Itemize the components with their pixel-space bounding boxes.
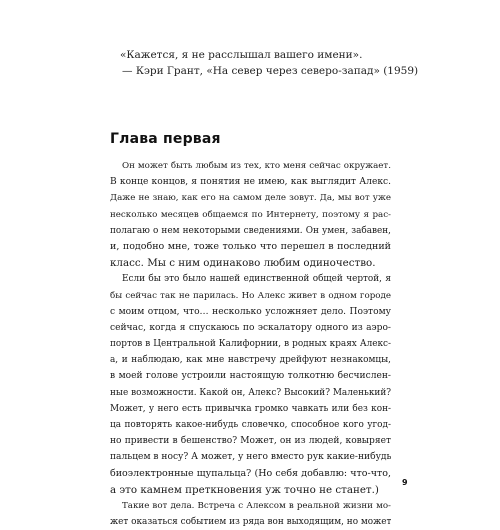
text-line: Он может быть любым из тех, кто меня сейчас окружает. [122,161,391,171]
text-line: пальцем в носу? А может, у него вместо рук какие-нибудь [110,452,391,463]
text-line: ца повторять какое-нибудь словечко, способное кого угод- [110,420,391,430]
chapter-title: Глава первая [110,131,221,147]
text-line: В конце концов, я понятия не имею, как выглядит Алекс. [110,177,391,188]
text-line: биоэлектронные щупальца? (Но себя добавлю: что-что, [110,467,391,479]
epigraph-quote: «Кажется, я не расслышал вашего имени». [120,49,363,61]
text-line: с моим отцом, что… несколько усложняет дело. Поэтому [110,306,391,317]
chapter-body [110,158,391,530]
epigraph [120,47,420,79]
page-number: 9 [402,478,408,487]
text-line: бы сейчас так не парилась. Но Алекс живет в одном городе [110,290,391,301]
text-line: а, и наблюдаю, как мне навстречу дрейфуют незнакомцы, [110,355,391,366]
text-line: Такие вот дела. Встреча с Алексом в реальной жизни мо- [122,500,391,511]
text-line: портов в Центральной Калифорнии, в родных краях Алекс- [110,339,391,350]
text-line: Может, у него есть привычка громко чавкать или без кон- [110,403,391,414]
text-line: и, подобно мне, тоже только что перешел в последний [110,240,391,252]
text-line: ные возможности. Какой он, Алекс? Высокий? Маленький? [110,387,391,398]
text-line: Даже не знаю, как его на самом деле зовут. Да, мы вот уже [110,193,391,204]
text-line: несколько месяцев общаемся по Интернету, поэтому я рас- [110,209,391,220]
epigraph-attribution: — Кэри Грант, «На север через северо-запад» (1959) [122,65,419,77]
text-line: а это камнем преткновения уж точно не станет.) [110,483,379,496]
text-line: Если бы это было нашей единственной общей чертой, я [122,274,391,285]
text-line: полагаю о нем некоторыми сведениями. Он умен, забавен, [110,225,391,236]
text-line: класс. Мы с ним одинаково любим одиночество. [110,257,376,270]
text-line: жет оказаться событием из ряда вон выходящим, но может [110,517,391,528]
text-line: в моей голове устроили настоящую толкотню бесчислен- [110,371,391,382]
text-line: сейчас, когда я спускаюсь по эскалатору одного из аэро- [110,322,391,333]
text-line: но привести в бешенство? Может, он из людей, ковыряет [110,436,391,447]
